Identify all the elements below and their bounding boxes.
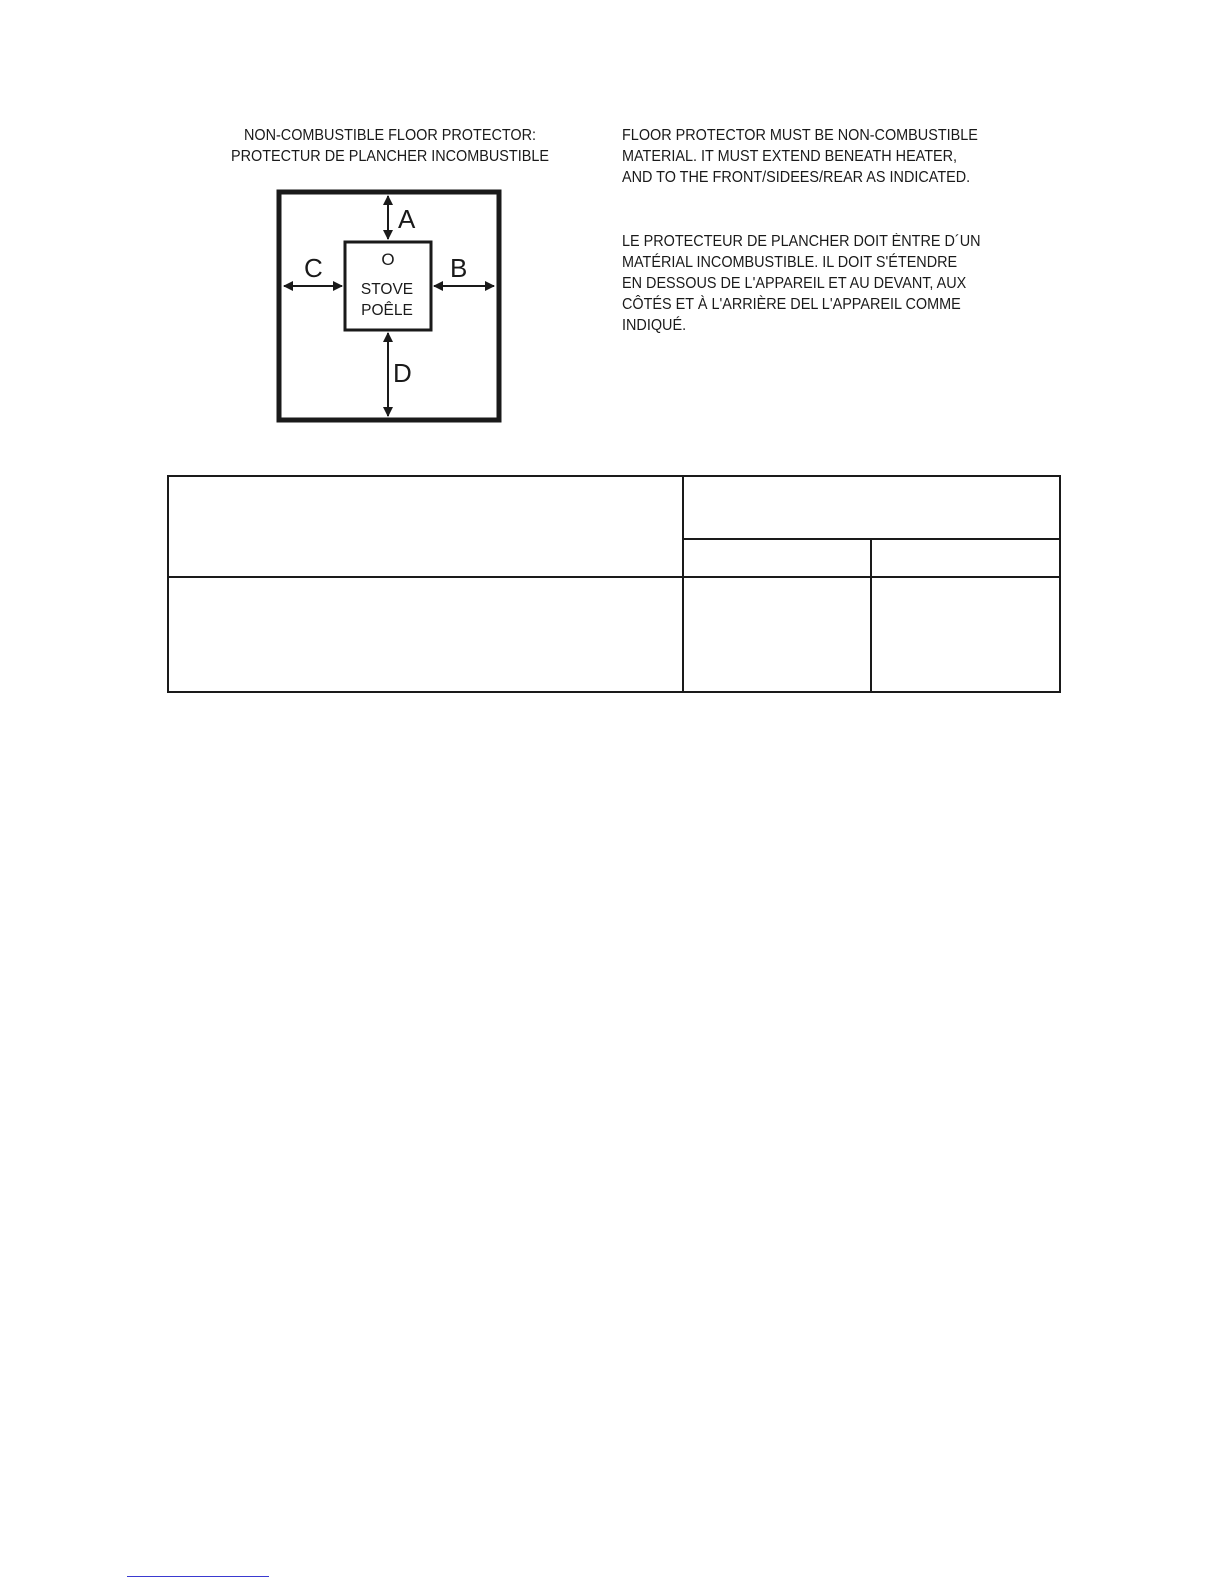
instruction-fr-line: LE PROTECTEUR DE PLANCHER DOIT ÈNTRE D´UN <box>622 233 981 250</box>
instruction-en-line: AND TO THE FRONT/SIDEES/REAR AS INDICATED. <box>622 169 971 186</box>
instructions-english <box>622 125 1013 188</box>
label-c: C <box>304 253 323 283</box>
label-a: A <box>398 204 416 234</box>
instruction-fr-line: MATÉRIAL INCOMBUSTIBLE. IL DOIT S'ÉTENDRE <box>622 254 958 271</box>
caption-line-2: PROTECTUR DE PLANCHER INCOMBUSTIBLE <box>230 148 549 165</box>
diagram-caption <box>213 125 566 167</box>
table-subheader-1 <box>683 539 871 577</box>
caption-line-1: NON-COMBUSTIBLE FLOOR PROTECTOR: <box>243 127 537 144</box>
clearance-table <box>167 475 1061 693</box>
table-row <box>168 577 1060 692</box>
instructions-french <box>622 231 1013 336</box>
table-header-row <box>168 476 1060 539</box>
floor-protector-diagram <box>270 185 515 430</box>
table-row-value-1 <box>683 577 871 692</box>
instruction-en-line: FLOOR PROTECTOR MUST BE NON-COMBUSTIBLE <box>622 127 978 144</box>
table-row-value-2 <box>871 577 1060 692</box>
instruction-fr-line: CÔTÉS ET À L'ARRIÈRE DEL L'APPAREIL COMME <box>622 296 961 313</box>
footer-rule <box>127 1576 269 1577</box>
stove-label-fr: POÊLE <box>361 302 413 319</box>
instruction-fr-line: INDIQUÉ. <box>622 317 687 334</box>
table-subheader-2 <box>871 539 1060 577</box>
table-header-group <box>683 476 1060 539</box>
instruction-fr-line: EN DESSOUS DE L'APPAREIL ET AU DEVANT, AUX <box>622 275 967 292</box>
instruction-en-line: MATERIAL. IT MUST EXTEND BENEATH HEATER, <box>622 148 958 165</box>
table-header-left <box>168 476 683 577</box>
label-b: B <box>450 253 468 283</box>
label-d: D <box>393 358 412 388</box>
stove-label: STOVE <box>360 281 414 298</box>
stove-marker: O <box>381 250 395 269</box>
table-row-label <box>168 577 683 692</box>
